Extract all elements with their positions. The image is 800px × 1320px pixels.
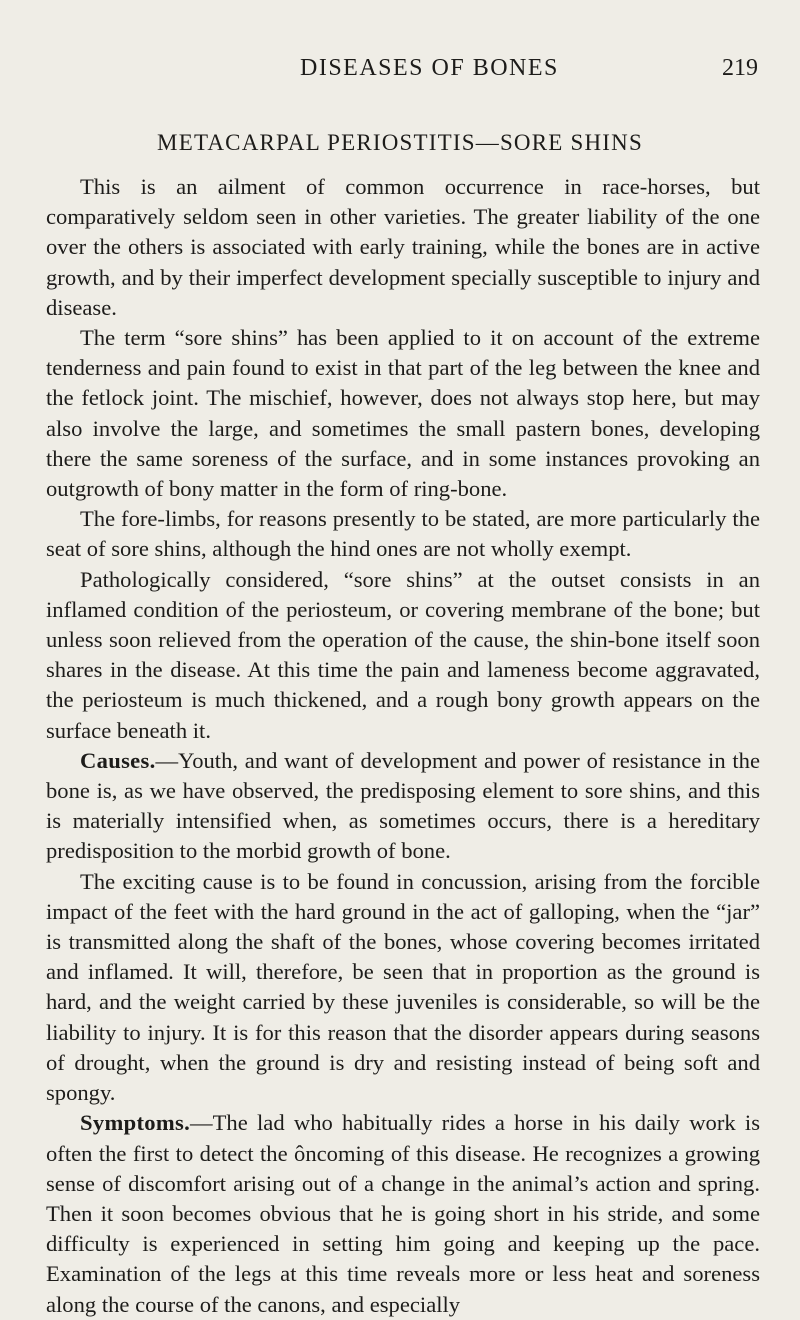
symptoms-heading: Symptoms.	[80, 1110, 191, 1136]
symptoms-text: —The lad who habitually rides a horse in his daily work is often the first to detect the ôncoming of this disease. He recognizes a growing sense of discomfort arising out of a change in the animal’s action and spring. Then it soon becomes obvious that he is going short in his stride, and some difficulty is experienced in setting him going and keeping up the pace. Examination of the legs at this time reveals more or less heat and soreness along the course of the canons, and especially	[46, 1110, 760, 1317]
paragraph-1: This is an ailment of common occurrence in race-horses, but comparatively seldom seen in other varieties. The greater liability of the one over the others is associated with early training, while the bones are in active growth, and by their imperfect development specially susceptible to injury and disease.	[46, 174, 760, 320]
paragraph-causes	[46, 746, 760, 867]
running-title: DISEASES OF BONES	[300, 55, 559, 81]
page-number: 219	[722, 55, 758, 81]
causes-text: —Youth, and want of development and power of resistance in the bone is, as we have observed, the predisposing element to sore shins, and this is materially intensified when, as sometimes occurs, there is a hereditary predisposition to the morbid growth of bone.	[46, 747, 760, 864]
paragraph-4: Pathologically considered, “sore shins” at the outset consists in an inflamed condition of the periosteum, or covering membrane of the bone; but unless soon relieved from the operation of the cause, the shin-bone itself soon shares in the disease. At this time the pain and lameness become aggravated, the periosteum is much thickened, and a rough bony growth appears on the surface beneath it.	[46, 566, 760, 743]
paragraph-2: The term “sore shins” has been applied to it on account of the extreme tenderness and pain found to exist in that part of the leg between the knee and the fetlock joint. The mischief, however, does not always stop here, but may also involve the large, and sometimes the small pastern bones, developing there the same soreness of the surface, and in some instances provoking an outgrowth of bony matter in the form of ring-bone.	[46, 325, 760, 502]
paragraph-6: The exciting cause is to be found in concussion, arising from the forcible impact of the feet with the hard ground in the act of galloping, when the “jar” is transmitted along the shaft of the bones, whose covering becomes irritated and inflamed. It will, therefore, be seen that in proportion as the ground is hard, and the weight carried by these juveniles is considerable, so will be the liability to injury. It is for this reason that the disorder appears during seasons of drought, when the ground is dry and resisting instead of being soft and spongy.	[46, 868, 760, 1106]
body-text	[46, 172, 760, 1320]
causes-heading: Causes.	[80, 747, 156, 773]
paragraph-symptoms	[46, 1108, 760, 1319]
paragraph-3: The fore-limbs, for reasons presently to be stated, are more particularly the seat of sore shins, although the hind ones are not wholly exempt.	[46, 506, 760, 562]
section-title: METACARPAL PERIOSTITIS—SORE SHINS	[157, 130, 643, 155]
running-header	[0, 55, 800, 85]
